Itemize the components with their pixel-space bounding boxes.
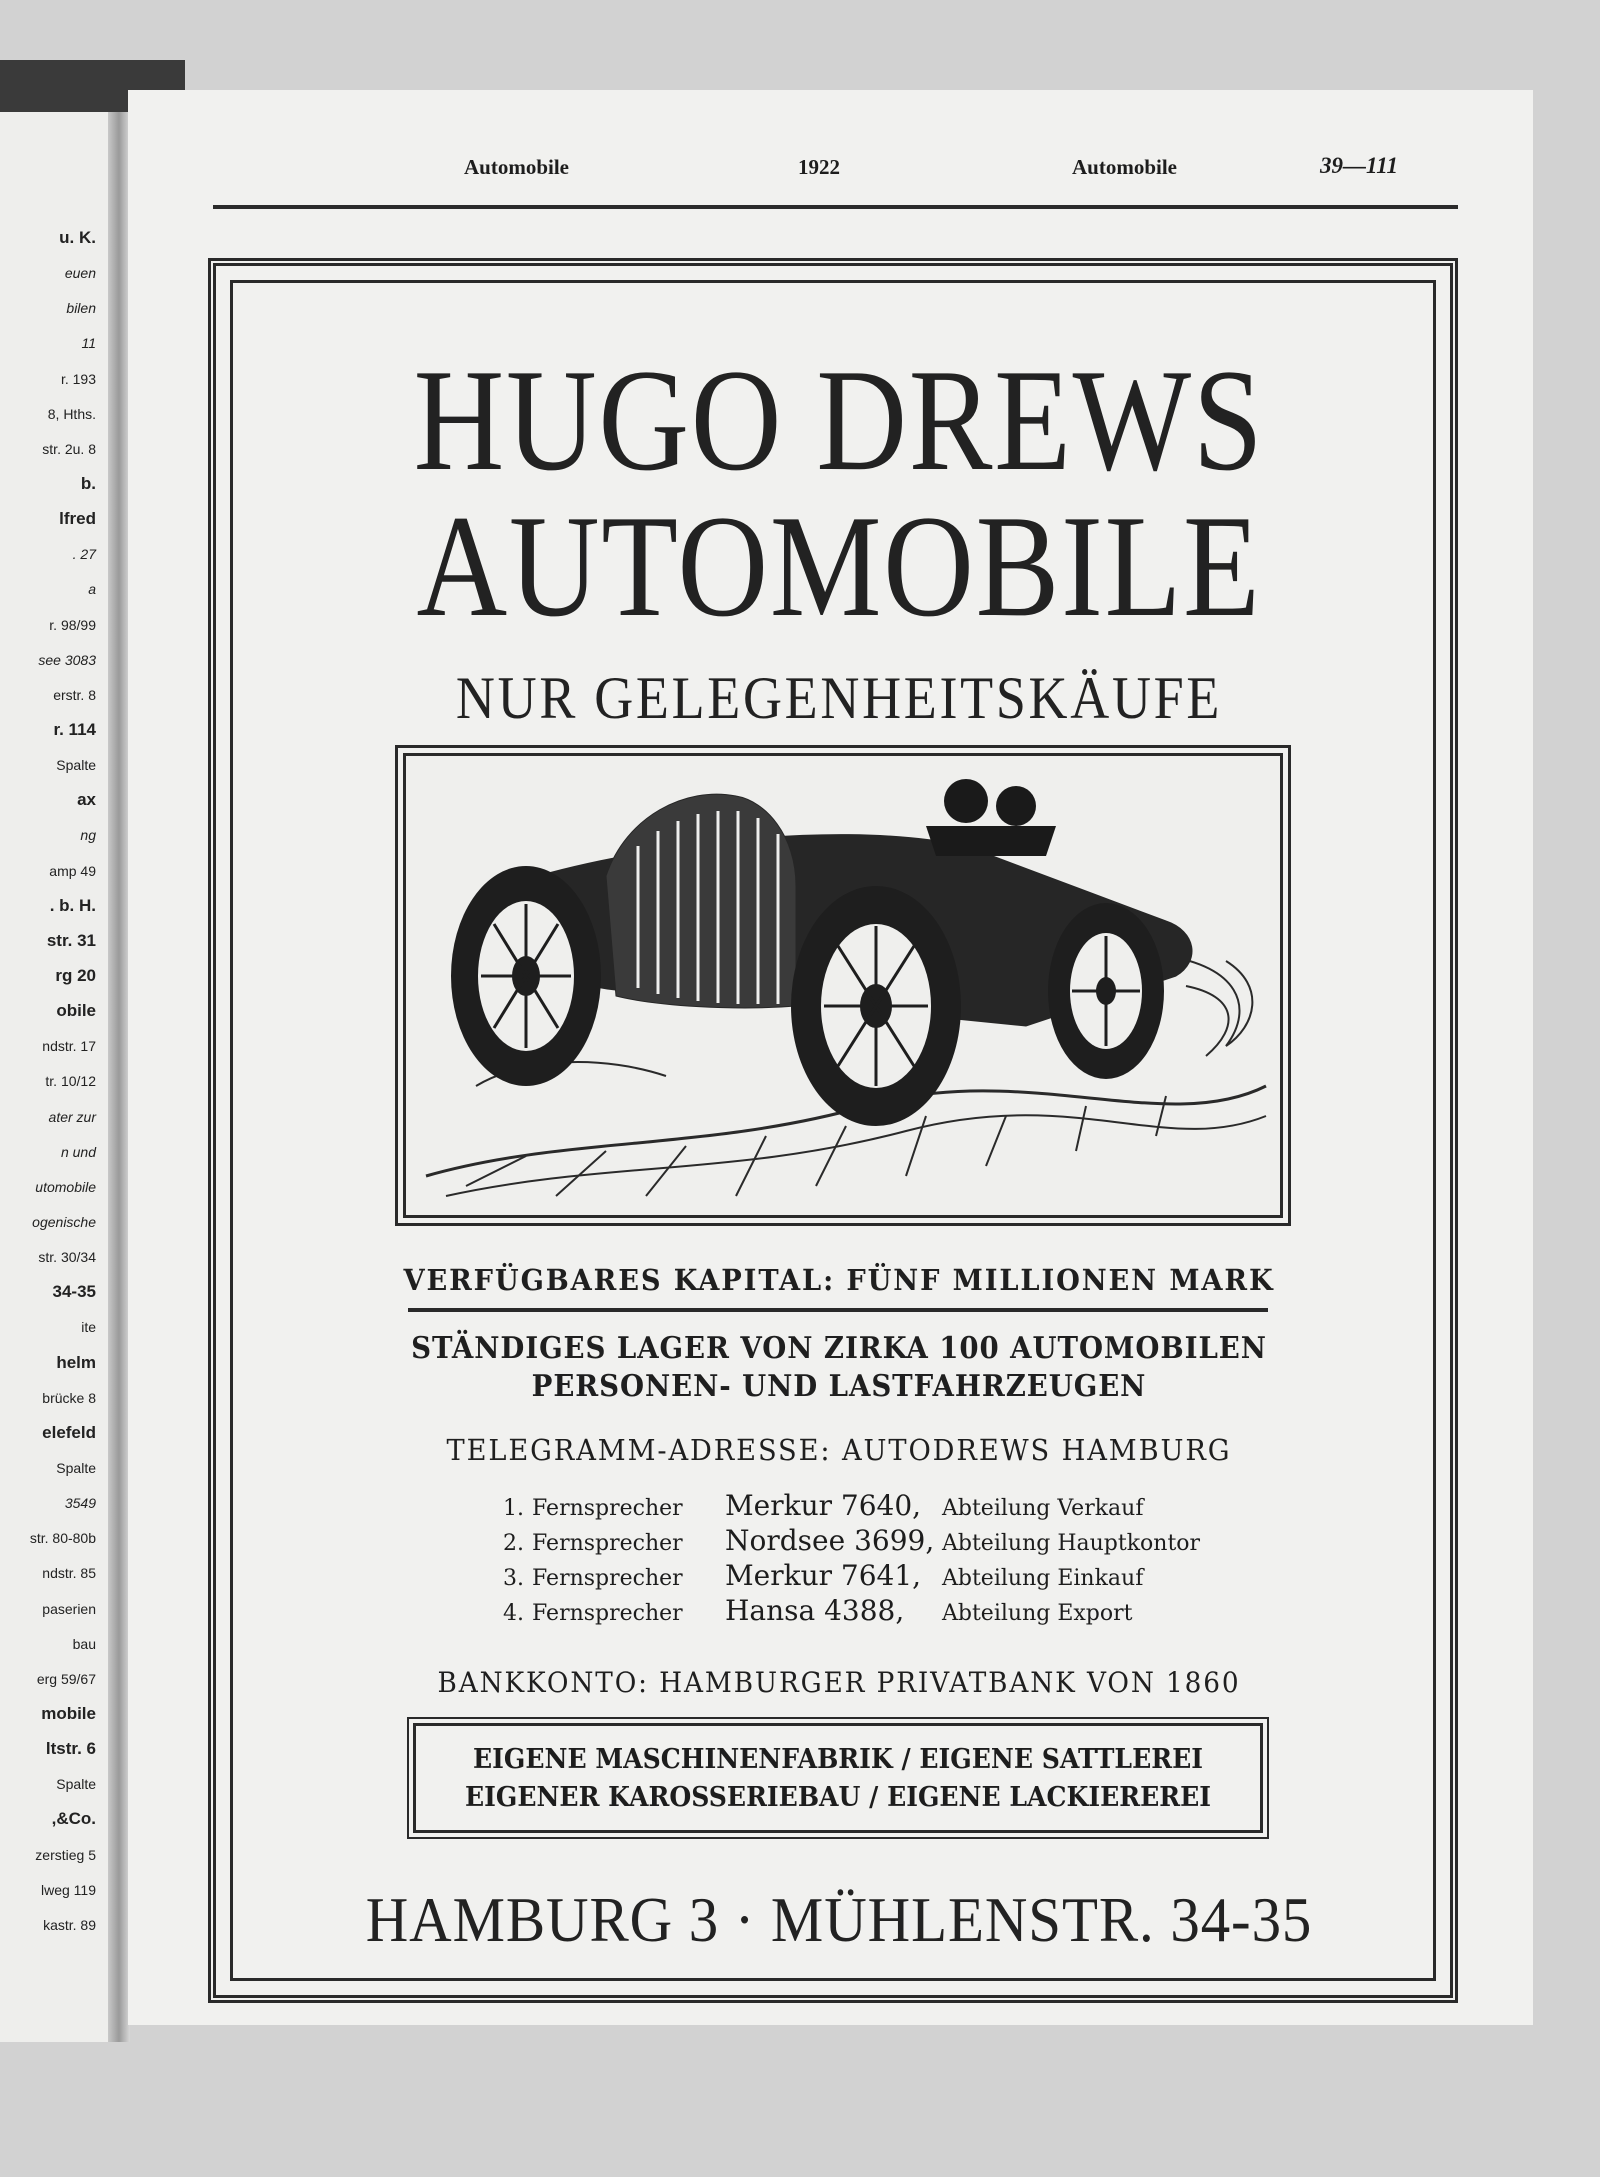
left-column-line: tr. 10/12 — [45, 1073, 96, 1089]
running-head-left: Automobile — [464, 155, 569, 179]
left-column-line: see 3083 — [38, 652, 96, 668]
left-column-line: paserien — [42, 1601, 96, 1617]
phone-entry: 1. Fernsprecher Merkur 7640, Abteilung Verkauf — [503, 1489, 1144, 1522]
own-facilities-line1: EIGENE MASCHINENFABRIK / EIGENE SATTLEREI — [473, 1744, 1203, 1775]
left-column-line: amp 49 — [49, 863, 96, 879]
left-column-line: brücke 8 — [42, 1390, 96, 1406]
left-column-line: ater zur — [48, 1109, 96, 1125]
left-column-line: ,&Co. — [51, 1809, 96, 1828]
left-column-line: str. 2u. 8 — [42, 441, 96, 457]
left-column-line: u. K. — [59, 228, 96, 247]
left-column-line: obile — [56, 1001, 96, 1020]
left-column-line: ite — [81, 1319, 96, 1335]
left-column-line: elefeld — [42, 1423, 96, 1442]
left-column-line: euen — [64, 265, 96, 281]
left-column-line: str. 30/34 — [38, 1249, 96, 1265]
phone-entry: 2. Fernsprecher Nordsee 3699, Abteilung Hauptkontor — [503, 1524, 1201, 1557]
ad-headline-name: HUGO DREWS — [413, 339, 1265, 501]
left-column-line: Spalte — [56, 757, 96, 773]
left-column-line: 11 — [81, 335, 96, 351]
left-column-line: a — [88, 581, 96, 597]
left-column-line: ndstr. 17 — [42, 1038, 96, 1054]
left-column-line: ltstr. 6 — [45, 1739, 96, 1758]
own-facilities-line2: EIGENER KAROSSERIEBAU / EIGENE LACKIEREREI — [465, 1782, 1211, 1813]
left-column-line: r. 193 — [60, 371, 96, 387]
capital-underline — [408, 1308, 1268, 1312]
left-column-line: lfred — [59, 509, 96, 528]
left-column-line: ogenische — [32, 1214, 96, 1230]
left-column-line: bau — [72, 1636, 96, 1652]
left-column-line: . b. H. — [49, 896, 96, 915]
left-column-line: 34-35 — [52, 1282, 96, 1301]
left-column-line: erstr. 8 — [53, 687, 96, 703]
left-column-line: erg 59/67 — [36, 1671, 96, 1687]
left-column-line: zerstieg 5 — [35, 1847, 96, 1863]
advertisement-frame — [208, 258, 1458, 2003]
left-column-line: mobile — [41, 1704, 96, 1723]
ad-headline-business: AUTOMOBILE — [416, 485, 1262, 647]
book-gutter — [108, 112, 130, 2042]
left-column-line: n und — [60, 1144, 96, 1160]
left-column-line: rg 20 — [55, 966, 96, 985]
ad-address: HAMBURG 3 · MÜHLENSTR. 34-35 — [365, 1884, 1313, 1955]
left-column-line: 8, Hths. — [47, 406, 96, 422]
left-column-line: helm — [56, 1353, 96, 1372]
car-illustration — [403, 753, 1283, 1218]
left-column-line: r. 98/99 — [49, 617, 96, 633]
own-facilities-box — [413, 1723, 1263, 1833]
left-column-line: str. 80-80b — [29, 1530, 96, 1546]
left-column-line: kastr. 89 — [43, 1917, 96, 1933]
left-column-line: bilen — [66, 300, 96, 316]
left-column-line: ng — [80, 827, 96, 843]
ad-stock-line1: STÄNDIGES LAGER VON ZIRKA 100 AUTOMOBILEN — [411, 1331, 1267, 1366]
left-column-line: r. 114 — [53, 720, 96, 739]
ad-subheadline: NUR GELEGENHEITSKÄUFE — [455, 665, 1223, 731]
running-head — [128, 155, 1533, 195]
left-column-line: utomobile — [35, 1179, 96, 1195]
left-column-line: 3549 — [64, 1495, 96, 1511]
advertisement — [230, 280, 1436, 1981]
left-column-line: lweg 119 — [40, 1882, 96, 1898]
phone-entry: 3. Fernsprecher Merkur 7641, Abteilung Einkauf — [503, 1559, 1144, 1592]
ad-bank-account: BANKKONTO: HAMBURGER PRIVATBANK VON 1860 — [437, 1666, 1241, 1699]
left-column-line: str. 31 — [46, 931, 96, 950]
header-rule — [213, 205, 1458, 209]
left-column-line: Spalte — [56, 1776, 96, 1792]
magazine-page — [128, 90, 1533, 2025]
racing-car-drawing — [406, 756, 1280, 1215]
left-column-line: Spalte — [56, 1460, 96, 1476]
left-column-line: ndstr. 85 — [42, 1565, 96, 1581]
running-head-year: 1922 — [798, 155, 840, 179]
left-column-line: b. — [80, 474, 96, 493]
running-head-right: Automobile — [1072, 155, 1177, 179]
page-number: 39—111 — [1320, 153, 1398, 178]
ad-telegram-address: TELEGRAMM-ADRESSE: AUTODREWS HAMBURG — [446, 1433, 1232, 1467]
left-column-line: . 27 — [72, 546, 96, 562]
ad-capital: VERFÜGBARES KAPITAL: FÜNF MILLIONEN MARK — [403, 1263, 1275, 1297]
left-column-line: ax — [77, 790, 96, 809]
ad-stock-line2: PERSONEN- UND LASTFAHRZEUGEN — [531, 1369, 1147, 1404]
phone-entry: 4. Fernsprecher Hansa 4388, Abteilung Export — [503, 1594, 1133, 1627]
